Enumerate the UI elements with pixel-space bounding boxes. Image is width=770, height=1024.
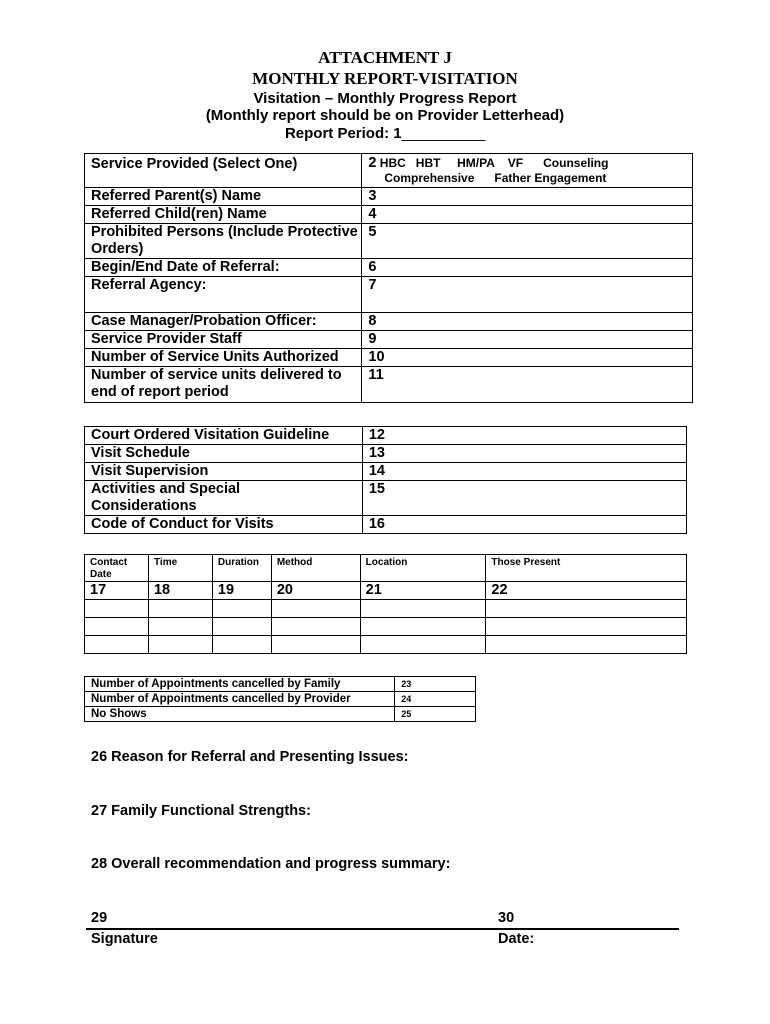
visitation-table bbox=[84, 426, 687, 534]
empty-cell[interactable] bbox=[271, 636, 360, 654]
date-number: 30 bbox=[498, 910, 515, 926]
date-label: Date: bbox=[498, 931, 535, 947]
question-referral-reason: 26 Reason for Referral and Presenting Issues: bbox=[91, 749, 409, 765]
table-row bbox=[85, 349, 693, 367]
empty-cell[interactable] bbox=[271, 618, 360, 636]
row-field[interactable]: 3 bbox=[362, 188, 693, 206]
row-label: Case Manager/Probation Officer: bbox=[85, 313, 362, 331]
service-options-line1: HBC HBT HM/PA VF Counseling bbox=[379, 156, 609, 170]
letterhead-note: (Monthly report should be on Provider Letterhead) bbox=[205, 107, 565, 124]
table-row bbox=[85, 677, 476, 692]
table-row bbox=[85, 188, 693, 206]
service-options-line2: Comprehensive Father Engagement bbox=[384, 171, 607, 185]
empty-cell[interactable] bbox=[360, 600, 486, 618]
header-time: Time bbox=[148, 555, 212, 582]
table-row bbox=[85, 463, 687, 481]
header-location: Location bbox=[360, 555, 486, 582]
cell-number[interactable]: 20 bbox=[271, 582, 360, 600]
report-period bbox=[0, 125, 770, 142]
service-provided-label: Service Provided (Select One) bbox=[85, 154, 362, 188]
page-title: MONTHLY REPORT-VISITATION bbox=[252, 69, 518, 88]
table-row bbox=[85, 618, 687, 636]
empty-cell[interactable] bbox=[148, 600, 212, 618]
table-row bbox=[85, 259, 693, 277]
signature-label: Signature bbox=[91, 931, 158, 947]
cell-number[interactable]: 19 bbox=[212, 582, 271, 600]
row-label: Visit Supervision bbox=[85, 463, 363, 481]
row-field[interactable]: 11 bbox=[362, 367, 693, 403]
table-row bbox=[85, 516, 687, 534]
empty-cell[interactable] bbox=[85, 618, 149, 636]
table-row bbox=[85, 331, 693, 349]
row-label: Service Provider Staff bbox=[85, 331, 362, 349]
appointments-table bbox=[84, 676, 476, 722]
referral-table bbox=[84, 153, 693, 403]
empty-cell[interactable] bbox=[486, 618, 687, 636]
row-label: Number of Appointments cancelled by Provider bbox=[85, 692, 395, 707]
table-row bbox=[85, 636, 687, 654]
row-label: Begin/End Date of Referral: bbox=[85, 259, 362, 277]
empty-cell[interactable] bbox=[85, 600, 149, 618]
row-field[interactable]: 6 bbox=[362, 259, 693, 277]
row-field[interactable]: 16 bbox=[362, 516, 686, 534]
empty-cell[interactable] bbox=[212, 636, 271, 654]
row-field[interactable]: 7 bbox=[362, 277, 693, 313]
row-label: Visit Schedule bbox=[85, 445, 363, 463]
table-row bbox=[85, 224, 693, 259]
row-field[interactable]: 24 bbox=[395, 692, 476, 707]
cell-number[interactable]: 17 bbox=[85, 582, 149, 600]
table-row bbox=[85, 481, 687, 516]
question-family-strengths: 27 Family Functional Strengths: bbox=[91, 803, 311, 819]
question-recommendation: 28 Overall recommendation and progress summary: bbox=[91, 856, 451, 872]
row-field[interactable]: 13 bbox=[362, 445, 686, 463]
table-row bbox=[85, 707, 476, 722]
row-field[interactable]: 4 bbox=[362, 206, 693, 224]
report-period-label: Report Period: 1 bbox=[284, 125, 402, 142]
row-label: Referral Agency: bbox=[85, 277, 362, 313]
table-row bbox=[85, 367, 693, 403]
report-period-blank[interactable]: __________ bbox=[401, 125, 486, 142]
empty-cell[interactable] bbox=[271, 600, 360, 618]
cell-number[interactable]: 21 bbox=[360, 582, 486, 600]
empty-cell[interactable] bbox=[360, 636, 486, 654]
cell-number[interactable]: 22 bbox=[486, 582, 687, 600]
empty-cell[interactable] bbox=[85, 636, 149, 654]
service-num: 2 bbox=[368, 155, 377, 171]
row-field[interactable]: 25 bbox=[395, 707, 476, 722]
page-subtitle: Visitation – Monthly Progress Report bbox=[253, 90, 517, 107]
service-options-cell[interactable] bbox=[362, 154, 693, 188]
row-label: Activities and Special Considerations bbox=[85, 481, 363, 516]
header-method: Method bbox=[271, 555, 360, 582]
table-row bbox=[85, 206, 693, 224]
row-field[interactable]: 8 bbox=[362, 313, 693, 331]
row-label: Prohibited Persons (Include Protective Orders) bbox=[85, 224, 362, 259]
table-row bbox=[85, 154, 693, 188]
table-row bbox=[85, 427, 687, 445]
row-field[interactable]: 12 bbox=[362, 427, 686, 445]
table-row bbox=[85, 277, 693, 313]
row-field[interactable]: 10 bbox=[362, 349, 693, 367]
row-field[interactable]: 9 bbox=[362, 331, 693, 349]
table-header-row bbox=[85, 555, 687, 582]
row-field[interactable]: 23 bbox=[395, 677, 476, 692]
empty-cell[interactable] bbox=[212, 618, 271, 636]
empty-cell[interactable] bbox=[148, 636, 212, 654]
empty-cell[interactable] bbox=[486, 636, 687, 654]
table-row bbox=[85, 445, 687, 463]
row-label: No Shows bbox=[85, 707, 395, 722]
empty-cell[interactable] bbox=[148, 618, 212, 636]
signature-number: 29 bbox=[91, 910, 108, 926]
row-label: Number of Appointments cancelled by Family bbox=[85, 677, 395, 692]
empty-cell[interactable] bbox=[360, 618, 486, 636]
header-those-present: Those Present bbox=[486, 555, 687, 582]
signature-line[interactable] bbox=[86, 928, 679, 930]
header-contact-date: Contact Date bbox=[85, 555, 149, 582]
row-label: Court Ordered Visitation Guideline bbox=[85, 427, 363, 445]
table-row bbox=[85, 313, 693, 331]
row-label: Referred Parent(s) Name bbox=[85, 188, 362, 206]
empty-cell[interactable] bbox=[212, 600, 271, 618]
row-label: Code of Conduct for Visits bbox=[85, 516, 363, 534]
row-field[interactable]: 14 bbox=[362, 463, 686, 481]
table-row bbox=[85, 692, 476, 707]
row-label: Referred Child(ren) Name bbox=[85, 206, 362, 224]
contact-log-table bbox=[84, 554, 687, 654]
row-field[interactable]: 5 bbox=[362, 224, 693, 259]
attachment-label: ATTACHMENT J bbox=[318, 48, 452, 67]
empty-cell[interactable] bbox=[486, 600, 687, 618]
row-field[interactable]: 15 bbox=[362, 481, 686, 516]
cell-number[interactable]: 18 bbox=[148, 582, 212, 600]
header-duration: Duration bbox=[212, 555, 271, 582]
table-row bbox=[85, 582, 687, 600]
row-label: Number of service units delivered to end of report period bbox=[85, 367, 362, 403]
row-label: Number of Service Units Authorized bbox=[85, 349, 362, 367]
table-row bbox=[85, 600, 687, 618]
